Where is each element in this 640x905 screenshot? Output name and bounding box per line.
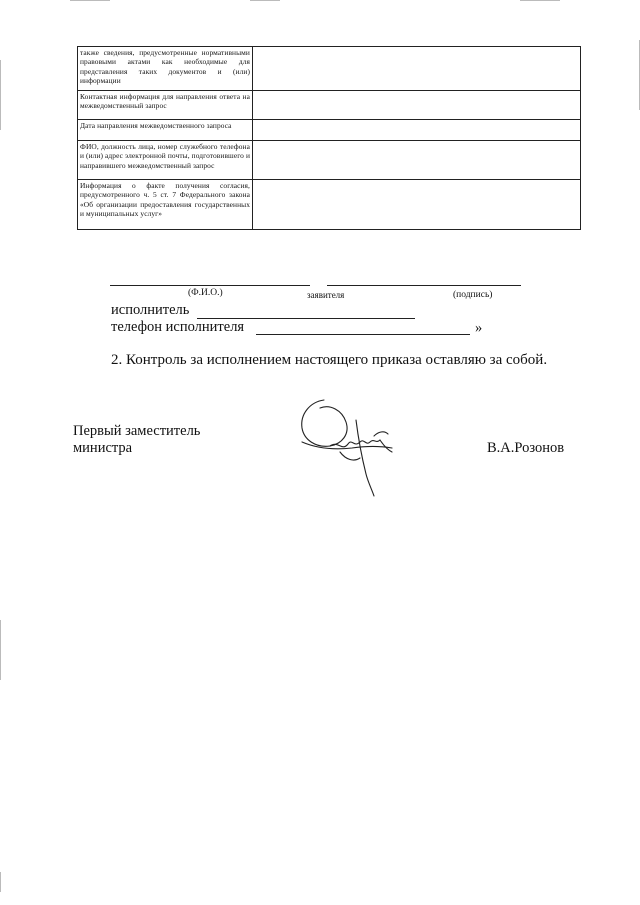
table-row: [78, 91, 581, 120]
row-value-cell[interactable]: [253, 91, 581, 120]
item-2-text: 2. Контроль за исполнением настоящего приказа оставляю за собой.: [111, 352, 548, 368]
fio-label: (Ф.И.О.): [188, 288, 223, 298]
applicant-label: заявителя: [307, 290, 345, 300]
row-label: Дата направления межведомственного запроса: [78, 120, 253, 141]
scan-edge-mark: [0, 60, 1, 130]
closing-quote: »: [475, 320, 483, 336]
row-value-cell[interactable]: [253, 47, 581, 91]
scan-edge-mark: [250, 0, 280, 1]
scan-edge-mark: [70, 0, 110, 1]
table-row: [78, 180, 581, 230]
row-label: ФИО, должность лица, номер служебного телефона и (или) адрес электронной почты, подготовившего и направившего межведомственный запрос: [78, 141, 253, 180]
table-row: [78, 47, 581, 91]
executor-phone-line: [256, 334, 470, 335]
table-row: [78, 120, 581, 141]
row-value-cell[interactable]: [253, 141, 581, 180]
row-value-cell[interactable]: [253, 180, 581, 230]
row-label: Информация о факте получения согласия, предусмотренного ч. 5 ст. 7 Федерального закона «Об организации предоставления государственных и муниципальных услуг»: [78, 180, 253, 230]
row-label: также сведения, предусмотренные нормативными правовыми актами как необходимые для представления таких документов и (или) информации: [78, 47, 253, 91]
signatory-name: В.А.Розонов: [487, 440, 565, 456]
table-row: [78, 141, 581, 180]
row-label: Контактная информация для направления ответа на межведомственный запрос: [78, 91, 253, 120]
signature-line: [327, 285, 521, 286]
scan-edge-mark: [0, 620, 1, 680]
scan-edge-mark: [0, 872, 1, 892]
signature-label: (подпись): [453, 290, 493, 300]
request-form-table: [77, 46, 581, 230]
scan-edge-mark: [520, 0, 560, 1]
signatory-position-line2: министра: [73, 440, 133, 456]
handwritten-signature: [294, 396, 404, 498]
row-value-cell[interactable]: [253, 120, 581, 141]
executor-label: исполнитель: [111, 302, 190, 318]
signatory-position-line1: Первый заместитель: [73, 423, 201, 439]
fio-line: [110, 285, 310, 286]
executor-phone-label: телефон исполнителя: [111, 319, 245, 335]
